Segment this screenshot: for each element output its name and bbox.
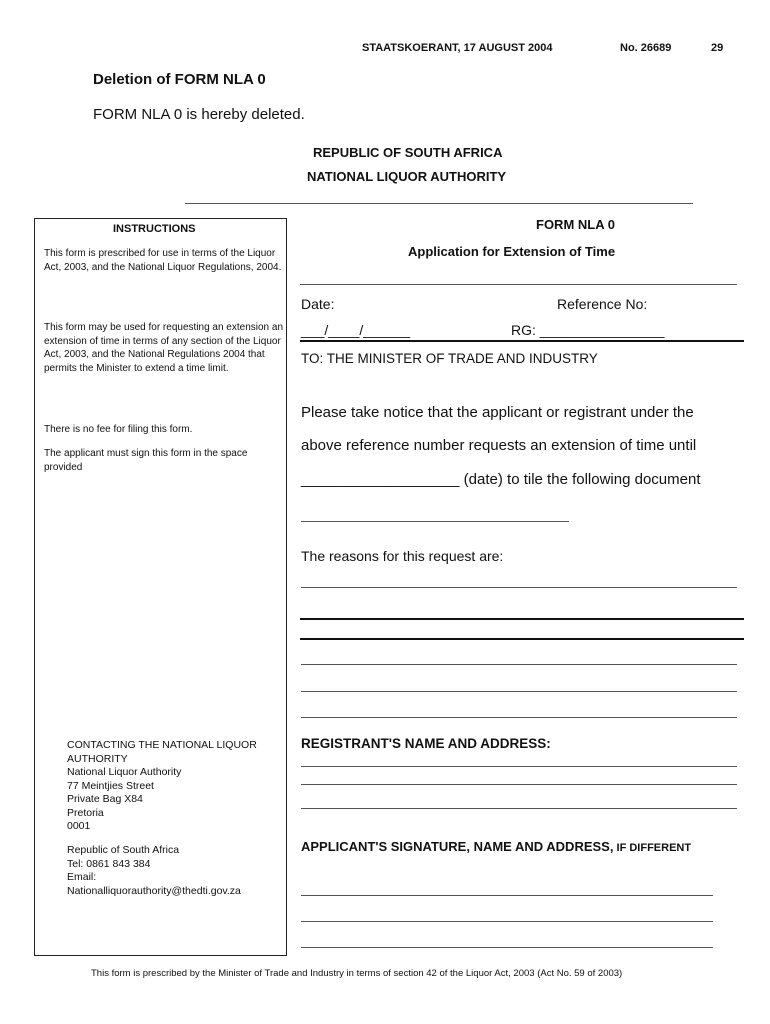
signature-line[interactable] bbox=[301, 921, 713, 922]
reason-line[interactable] bbox=[301, 587, 737, 588]
instructions-paragraph-3: There is no fee for filing this form. bbox=[44, 424, 193, 435]
document-field[interactable] bbox=[301, 521, 569, 522]
notice-line-2: above reference number requests an extension of time until bbox=[301, 437, 697, 454]
authority-heading: NATIONAL LIQUOR AUTHORITY bbox=[307, 169, 507, 184]
instructions-panel bbox=[34, 218, 287, 956]
date-label: Date: bbox=[301, 296, 335, 312]
reason-line[interactable] bbox=[301, 717, 737, 718]
registrant-line[interactable] bbox=[301, 784, 737, 785]
deadline-line bbox=[301, 471, 700, 488]
reason-line[interactable] bbox=[301, 664, 737, 665]
reference-label: Reference No: bbox=[557, 296, 648, 312]
reason-line[interactable] bbox=[300, 618, 744, 620]
contact-details bbox=[67, 844, 241, 898]
contact-email: Nationalliquorauthority@thedti.gov.za bbox=[67, 884, 241, 897]
deadline-date-field[interactable]: ___________________ bbox=[301, 471, 460, 488]
addressee: TO: THE MINISTER OF TRADE AND INDUSTRY bbox=[301, 351, 598, 366]
instructions-paragraph-1: This form is prescribed for use in terms of the Liquor Act, 2003, and the National Liquor Regulations, 2004. bbox=[44, 248, 282, 273]
reasons-label: The reasons for this request are: bbox=[301, 548, 504, 564]
footer-note: This form is prescribed by the Minister of Trade and Industry in terms of section 42 of the Liquor Act, 2003 (Act No. 59 of 2003) bbox=[91, 968, 623, 979]
gazette-title: STAATSKOERANT, 17 AUGUST 2004 bbox=[362, 42, 553, 54]
instructions-paragraph-4: The applicant must sign this form in the space provided bbox=[44, 448, 248, 473]
date-divider bbox=[300, 340, 744, 342]
deadline-text: (date) to tile the following document bbox=[459, 471, 701, 488]
address-line: 0001 bbox=[67, 820, 91, 832]
signature-line[interactable] bbox=[301, 895, 713, 896]
title-divider bbox=[300, 284, 737, 285]
notice-line-1: Please take notice that the applicant or registrant under the bbox=[301, 404, 694, 421]
address-line: 77 Meintjies Street bbox=[67, 779, 154, 792]
address-line: National Liquor Authority bbox=[67, 766, 182, 778]
registrant-line[interactable] bbox=[301, 766, 737, 767]
registrant-heading: REGISTRANT'S NAME AND ADDRESS: bbox=[301, 736, 551, 751]
form-title: Application for Extension of Time bbox=[408, 244, 616, 259]
reason-line[interactable] bbox=[300, 638, 744, 640]
rg-field[interactable]: RG: ________________ bbox=[511, 322, 665, 338]
header-divider bbox=[185, 203, 693, 204]
notice-title: Deletion of FORM NLA 0 bbox=[93, 71, 266, 88]
contact-heading: CONTACTING THE NATIONAL LIQUOR AUTHORITY bbox=[67, 739, 257, 765]
address-line: Pretoria bbox=[67, 806, 104, 819]
contact-address bbox=[67, 766, 181, 834]
signature-line[interactable] bbox=[301, 947, 713, 948]
address-line: Private Bag X84 bbox=[67, 793, 143, 805]
notice-text: FORM NLA 0 is hereby deleted. bbox=[93, 106, 305, 123]
page-number: 29 bbox=[711, 42, 724, 54]
reason-line[interactable] bbox=[301, 691, 737, 692]
signature-heading bbox=[301, 839, 691, 854]
country-heading: REPUBLIC OF SOUTH AFRICA bbox=[313, 145, 503, 160]
gazette-number: No. 26689 bbox=[620, 42, 672, 54]
date-field[interactable]: ___/____/______ bbox=[301, 322, 410, 338]
instructions-heading: INSTRUCTIONS bbox=[113, 223, 196, 235]
contact-phone: Tel: 0861 843 384 bbox=[67, 857, 151, 870]
registrant-line[interactable] bbox=[301, 808, 737, 809]
instructions-paragraph-2: This form may be used for requesting an extension an extension of time in terms of any section of the Liquor Act, 2003, and the National Regulations 2004 that permits the Minister to extend a time limit. bbox=[44, 322, 284, 374]
contact-line: Email: bbox=[67, 871, 97, 883]
contact-line: Republic of South Africa bbox=[67, 844, 180, 856]
form-code: FORM NLA 0 bbox=[536, 217, 615, 232]
signature-heading-suffix: IF DIFFERENT bbox=[613, 842, 692, 854]
signature-heading-main: APPLICANT'S SIGNATURE, NAME AND ADDRESS, bbox=[301, 839, 614, 854]
